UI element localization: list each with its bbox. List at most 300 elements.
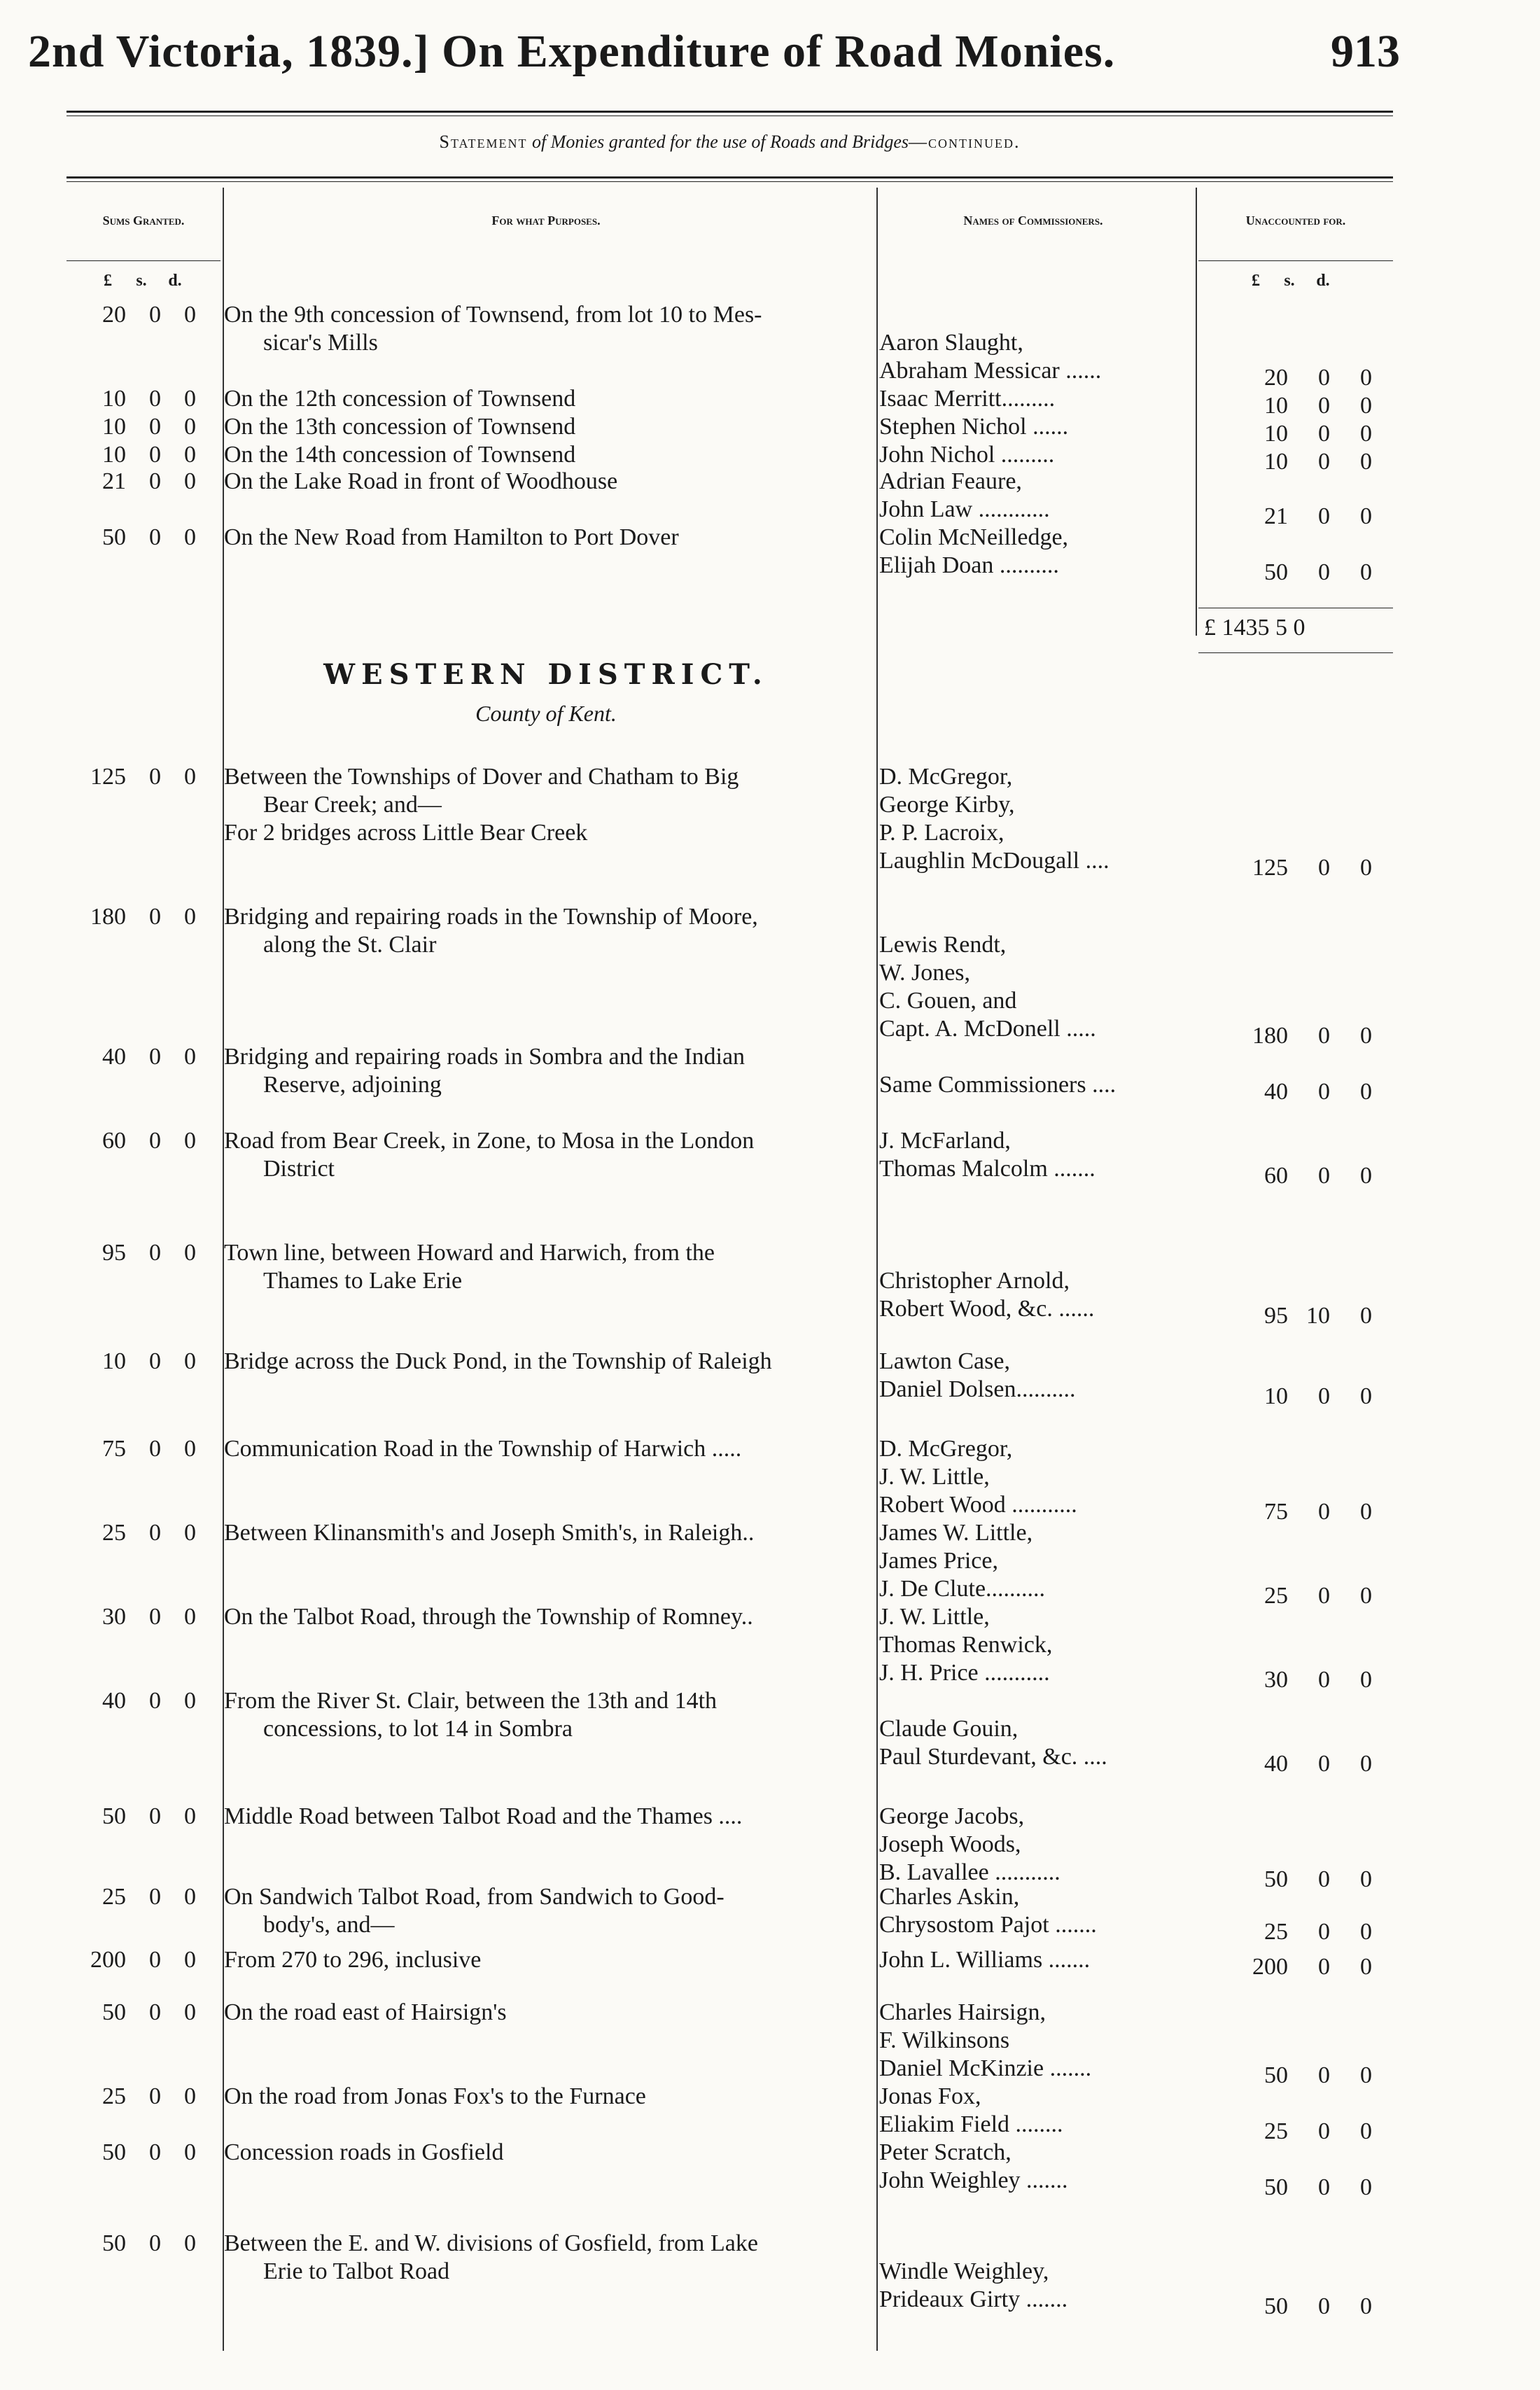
commissioner-name: Same Commissioners .... [879,1072,1116,1098]
commissioners [879,468,1187,524]
commissioners [879,301,1187,385]
purpose [224,441,868,469]
commissioner-name: J. W. Little, [879,1464,990,1490]
purpose [224,1803,868,1831]
pounds: 50 [102,524,126,550]
pence: 0 [184,1240,196,1266]
unaccounted-amount [1218,420,1393,448]
unaccounted-amount [1218,1918,1393,1946]
shillings: 0 [1318,449,1330,475]
commissioners [879,1348,1187,1404]
pence: 0 [184,386,196,412]
pounds: 95 [102,1240,126,1266]
pence: 0 [184,1128,196,1154]
pounds: 200 [90,1947,126,1973]
pence: 0 [1360,1667,1372,1693]
unaccounted-amount [1218,1582,1393,1610]
commissioner-name: James Price, [879,1548,998,1574]
commissioner-name: Daniel Dolsen.......... [879,1376,1076,1402]
pence: 0 [184,1044,196,1070]
pound-sign: £ [1252,272,1260,290]
pounds: 50 [102,1999,126,2025]
shillings: 0 [149,1128,161,1154]
commissioners [879,903,1187,1043]
pence: 0 [1360,1303,1372,1329]
pence: 0 [184,2230,196,2256]
sum-granted [49,1519,217,1547]
shillings: 0 [1318,1667,1330,1693]
commissioner-name: Robert Wood, &c. ...... [879,1296,1095,1322]
unaccounted-amount [1218,1666,1393,1694]
table-top-rule [66,176,1393,179]
purpose-line: On the Lake Road in front of Woodhouse [224,468,618,494]
commissioner-name: John Law ............ [879,496,1050,522]
purpose [224,1603,868,1631]
commissioner-name: John L. Williams ....... [879,1947,1091,1973]
pounds: 30 [102,1604,126,1630]
pounds: 10 [1264,393,1288,419]
sum-granted [49,2083,217,2111]
purpose-line: Concession roads in Gosfield [224,2139,504,2165]
shilling-label: s. [136,272,147,290]
purpose-line: Thames to Lake Erie [263,1268,463,1294]
shillings: 0 [1318,365,1330,391]
commissioners [879,2083,1187,2139]
commissioner-name: Thomas Malcolm ....... [879,1156,1096,1182]
commissioner-name: Colin McNeilledge, [879,524,1069,550]
purpose-line: Bear Creek; and— [263,792,442,818]
shillings: 0 [149,468,161,494]
shillings: 0 [1318,855,1330,881]
pence: 0 [184,2139,196,2165]
sum-granted [49,1127,217,1155]
sum-granted [49,1946,217,1974]
commissioner-name: B. Lavallee ........... [879,1859,1060,1885]
purpose-line: On the road east of Hairsign's [224,1999,507,2025]
pence: 0 [184,1884,196,1910]
pence: 0 [1360,1866,1372,1892]
pence: 0 [1360,2293,1372,2319]
commissioners [879,1803,1187,1887]
pence: 0 [184,414,196,440]
purpose [224,524,868,552]
shillings: 0 [1318,2293,1330,2319]
unaccounted-amount [1218,2293,1393,2321]
unaccounted-amount [1218,1078,1393,1106]
purpose [224,1519,868,1547]
commissioners [879,1127,1187,1183]
purpose-line: On the 14th concession of Townsend [224,442,576,468]
purpose [224,2083,868,2111]
pence: 0 [184,1604,196,1630]
purpose [224,1239,868,1295]
pounds: 25 [102,1884,126,1910]
commissioners [879,524,1187,580]
commissioner-name: Windle Weighley, [879,2258,1049,2284]
pounds: 20 [102,302,126,328]
shillings: 0 [1318,1079,1330,1105]
purpose-line: Between the E. and W. divisions of Gosfield, from Lake [224,2230,758,2256]
unaccounted-amount [1218,1750,1393,1778]
pounds: 40 [102,1044,126,1070]
pence: 0 [184,764,196,790]
pounds: 50 [1264,1866,1288,1892]
shillings: 0 [149,1604,161,1630]
statement-lead: Statement [439,132,528,152]
shillings: 0 [1318,1583,1330,1609]
pounds: 50 [1264,2293,1288,2319]
shilling-label: s. [1284,272,1295,290]
pounds: 60 [102,1128,126,1154]
pence: 0 [184,1436,196,1462]
shillings: 10 [1306,1303,1330,1329]
pence-label: d. [168,272,182,290]
commissioner-name: Paul Sturdevant, &c. .... [879,1744,1107,1770]
commissioners [879,385,1187,413]
commissioners [879,441,1187,469]
shillings: 0 [149,1348,161,1374]
pence: 0 [1360,1499,1372,1525]
purpose [224,903,868,959]
commissioner-name: Peter Scratch, [879,2139,1011,2165]
pence: 0 [1360,2174,1372,2200]
shillings: 0 [149,904,161,930]
commissioners [879,1043,1187,1099]
commissioner-name: John Weighley ....... [879,2167,1068,2193]
commissioner-name: Prideaux Girty ....... [879,2286,1068,2312]
pence: 0 [1360,1751,1372,1777]
commissioner-name: Aaron Slaught, [879,330,1023,356]
commissioner-name: D. McGregor, [879,1436,1013,1462]
statement-tail: —continued. [909,132,1021,152]
commissioner-name: J. W. Little, [879,1604,990,1630]
shillings: 0 [149,2083,161,2109]
commissioners [879,1999,1187,2083]
sums-header-rule [66,260,220,261]
pounds: 50 [102,2139,126,2165]
pounds: 50 [1264,2174,1288,2200]
unaccounted-amount [1218,364,1393,392]
commissioner-name: George Jacobs, [879,1803,1025,1829]
purpose-line: Bridging and repairing roads in the Township of Moore, [224,904,758,930]
pounds: 180 [90,904,126,930]
sum-granted [49,1348,217,1376]
purpose-line: On the Talbot Road, through the Township of Romney.. [224,1604,753,1630]
purpose [224,385,868,413]
sum-granted [49,1999,217,2027]
unaccounted-amount [1218,1866,1393,1894]
sum-granted [49,903,217,931]
shillings: 0 [1318,559,1330,585]
purpose [224,1883,868,1939]
commissioner-name: John Nichol ......... [879,442,1055,468]
commissioner-name [879,1687,1187,1715]
commissioner-name: Abraham Messicar ...... [879,358,1102,384]
pounds: 10 [102,414,126,440]
pounds: 10 [102,386,126,412]
shillings: 0 [1318,1383,1330,1409]
running-head [28,25,1400,81]
column-divider-3 [1196,188,1197,636]
pence: 0 [184,1803,196,1829]
commissioners [879,1519,1187,1603]
pounds: 40 [1264,1079,1288,1105]
sum-granted [49,1883,217,1911]
shillings: 0 [149,2230,161,2256]
purpose [224,1946,868,1974]
shillings: 0 [149,414,161,440]
pounds: 95 [1264,1303,1288,1329]
pence: 0 [1360,1079,1372,1105]
commissioner-name [879,301,1187,329]
commissioner-name [879,1043,1187,1071]
purpose-line: Communication Road in the Township of Harwich ..... [224,1436,742,1462]
purpose [224,1127,868,1183]
shillings: 0 [1318,1023,1330,1049]
unaccounted-amount [1218,1302,1393,1330]
shillings: 0 [1318,1919,1330,1945]
pence: 0 [184,468,196,494]
shillings: 0 [149,1044,161,1070]
district-heading [224,658,868,727]
commissioner-name: George Kirby, [879,792,1015,818]
sum-granted [49,413,217,441]
purpose-line: Road from Bear Creek, in Zone, to Mosa in the London [224,1128,755,1154]
purpose-line: District [263,1156,335,1182]
purpose [224,1435,868,1463]
commissioners [879,1603,1187,1687]
sum-granted [49,524,217,552]
sum-granted [49,1603,217,1631]
commissioners [879,1435,1187,1519]
unaccounted-amount [1218,1162,1393,1190]
shillings: 0 [149,1240,161,1266]
commissioner-name: P. P. Lacroix, [879,820,1004,846]
pence: 0 [184,2083,196,2109]
purpose-line: Middle Road between Talbot Road and the Thames .... [224,1803,743,1829]
pounds: 21 [1264,503,1288,529]
commissioner-name: Lewis Rendt, [879,932,1007,958]
column-header-purposes: For what Purposes. [491,214,601,228]
shillings: 0 [149,1436,161,1462]
purpose-line: Town line, between Howard and Harwich, from the [224,1240,715,1266]
shillings: 0 [149,1947,161,1973]
pounds: 30 [1264,1667,1288,1693]
pounds: 40 [1264,1751,1288,1777]
sum-granted [49,1043,217,1071]
commissioner-name: D. McGregor, [879,764,1013,790]
pence: 0 [1360,1383,1372,1409]
purpose [224,763,868,847]
shillings: 0 [149,442,161,468]
commissioner-name: Laughlin McDougall .... [879,848,1110,874]
purpose-line: On the 9th concession of Townsend, from lot 10 to Mes- [224,302,762,328]
sum-granted [49,1687,217,1715]
pence: 0 [1360,421,1372,447]
unaccounted-units [1239,272,1340,291]
purpose-line: Erie to Talbot Road [263,2258,450,2284]
pence: 0 [1360,365,1372,391]
column-divider-2 [876,188,878,2351]
pounds: 50 [102,2230,126,2256]
sum-granted [49,2139,217,2167]
pence: 0 [184,1688,196,1714]
purpose-line: On the New Road from Hamilton to Port Dover [224,524,679,550]
commissioner-name: Charles Askin, [879,1884,1020,1910]
pounds: 200 [1252,1954,1288,1980]
pence: 0 [1360,1163,1372,1189]
pence: 0 [184,1348,196,1374]
pence: 0 [1360,855,1372,881]
pounds: 21 [102,468,126,494]
shillings: 0 [1318,2118,1330,2144]
sum-granted [49,2230,217,2258]
total-rule-bottom [1198,652,1393,653]
pence: 0 [1360,1919,1372,1945]
commissioner-name: Christopher Arnold, [879,1268,1070,1294]
shillings: 0 [1318,503,1330,529]
sum-granted [49,763,217,791]
shillings: 0 [1318,2062,1330,2088]
pounds: 75 [1264,1499,1288,1525]
pounds: 10 [1264,449,1288,475]
commissioner-name: J. De Clute.......... [879,1576,1046,1602]
purpose [224,1687,868,1743]
purpose [224,468,868,496]
purpose-line: Reserve, adjoining [263,1072,442,1098]
unaccounted-amount [1218,2062,1393,2090]
purpose-line: On Sandwich Talbot Road, from Sandwich to Good- [224,1884,724,1910]
pence: 0 [1360,1954,1372,1980]
pounds: 50 [1264,559,1288,585]
sum-granted [49,1803,217,1831]
shillings: 0 [1318,2174,1330,2200]
purpose [224,1043,868,1099]
unaccounted-amount [1218,2174,1393,2202]
pence: 0 [1360,503,1372,529]
statement-italic: of Monies granted for the use of Roads and Bridges [532,132,909,152]
pence: 0 [1360,2118,1372,2144]
shillings: 0 [149,1803,161,1829]
commissioners [879,1239,1187,1323]
unaccounted-amount [1218,448,1393,476]
commissioners [879,763,1187,875]
page-number: 913 [1331,26,1400,77]
commissioner-name: Thomas Renwick, [879,1632,1053,1658]
commissioners [879,1883,1187,1939]
shillings: 0 [149,764,161,790]
pence: 0 [1360,1023,1372,1049]
shillings: 0 [149,1999,161,2025]
pence: 0 [184,442,196,468]
commissioner-name [879,1239,1187,1267]
purpose-line: Bridge across the Duck Pond, in the Township of Raleigh [224,1348,772,1374]
pence: 0 [184,302,196,328]
commissioners [879,1946,1187,1974]
purpose-line: sicar's Mills [263,330,378,356]
commissioner-name: Eliakim Field ........ [879,2111,1063,2137]
pounds: 10 [1264,421,1288,447]
shillings: 0 [1318,1866,1330,1892]
sum-granted [49,1239,217,1267]
pounds: 180 [1252,1023,1288,1049]
commissioner-name: Jonas Fox, [879,2083,981,2109]
pounds: 75 [102,1436,126,1462]
unaccounted-amount [1218,1383,1393,1411]
commissioner-name: F. Wilkinsons [879,2027,1010,2053]
pence: 0 [184,904,196,930]
purpose [224,2139,868,2167]
commissioner-name: Lawton Case, [879,1348,1010,1374]
pounds: 25 [102,1520,126,1546]
pence: 0 [1360,449,1372,475]
commissioner-name: Isaac Merritt......... [879,386,1056,412]
commissioner-name: Capt. A. McDonell ..... [879,1016,1096,1042]
purpose-line: On the road from Jonas Fox's to the Furnace [224,2083,646,2109]
commissioner-name: C. Gouen, and [879,988,1017,1014]
unaccounted-amount [1218,854,1393,882]
purpose-line: For 2 bridges across Little Bear Creek [224,820,588,846]
sum-granted [49,385,217,413]
pounds: 50 [102,1803,126,1829]
commissioner-name: J. H. Price ........... [879,1660,1050,1686]
commissioner-name: Chrysostom Pajot ....... [879,1912,1097,1938]
sum-granted [49,1435,217,1463]
table-top-rule-thin [66,181,1393,182]
pounds: 25 [102,2083,126,2109]
unaccounted-amount [1218,2118,1393,2146]
purpose [224,1348,868,1376]
unaccounted-header-rule [1198,260,1393,261]
shillings: 0 [149,386,161,412]
commissioners [879,2139,1187,2195]
total-unaccounted: £ 1435 5 0 [1204,615,1306,641]
unaccounted-amount [1218,1022,1393,1050]
pounds: 10 [102,1348,126,1374]
sum-granted [49,301,217,329]
shillings: 0 [149,524,161,550]
shillings: 0 [1318,1751,1330,1777]
sum-granted [49,441,217,469]
pounds: 25 [1264,1919,1288,1945]
purpose-line: On the 12th concession of Townsend [224,386,576,412]
purpose-line: Between the Townships of Dover and Chatham to Big [224,764,739,790]
unaccounted-amount [1218,392,1393,420]
unaccounted-amount [1218,1953,1393,1981]
shillings: 0 [1318,421,1330,447]
district-title: WESTERN DISTRICT. [323,658,769,691]
pounds: 125 [90,764,126,790]
purpose [224,1999,868,2027]
purpose-line: along the St. Clair [263,932,437,958]
pound-sign: £ [104,272,112,290]
commissioner-name: Claude Gouin, [879,1716,1018,1742]
commissioner-name: Joseph Woods, [879,1831,1021,1857]
purpose [224,413,868,441]
pence: 0 [184,1947,196,1973]
purpose-line: On the 13th concession of Townsend [224,414,576,440]
column-header-commissioners: Names of Commissioners. [963,214,1103,228]
commissioners [879,413,1187,441]
column-header-sums: Sums Granted. [102,214,185,228]
column-header-unaccounted: Unaccounted for. [1245,214,1346,228]
pence: 0 [1360,2062,1372,2088]
pence: 0 [184,1520,196,1546]
statement-title [66,132,1393,153]
shillings: 0 [1318,1954,1330,1980]
pounds: 25 [1264,2118,1288,2144]
purpose-line: From 270 to 296, inclusive [224,1947,482,1973]
